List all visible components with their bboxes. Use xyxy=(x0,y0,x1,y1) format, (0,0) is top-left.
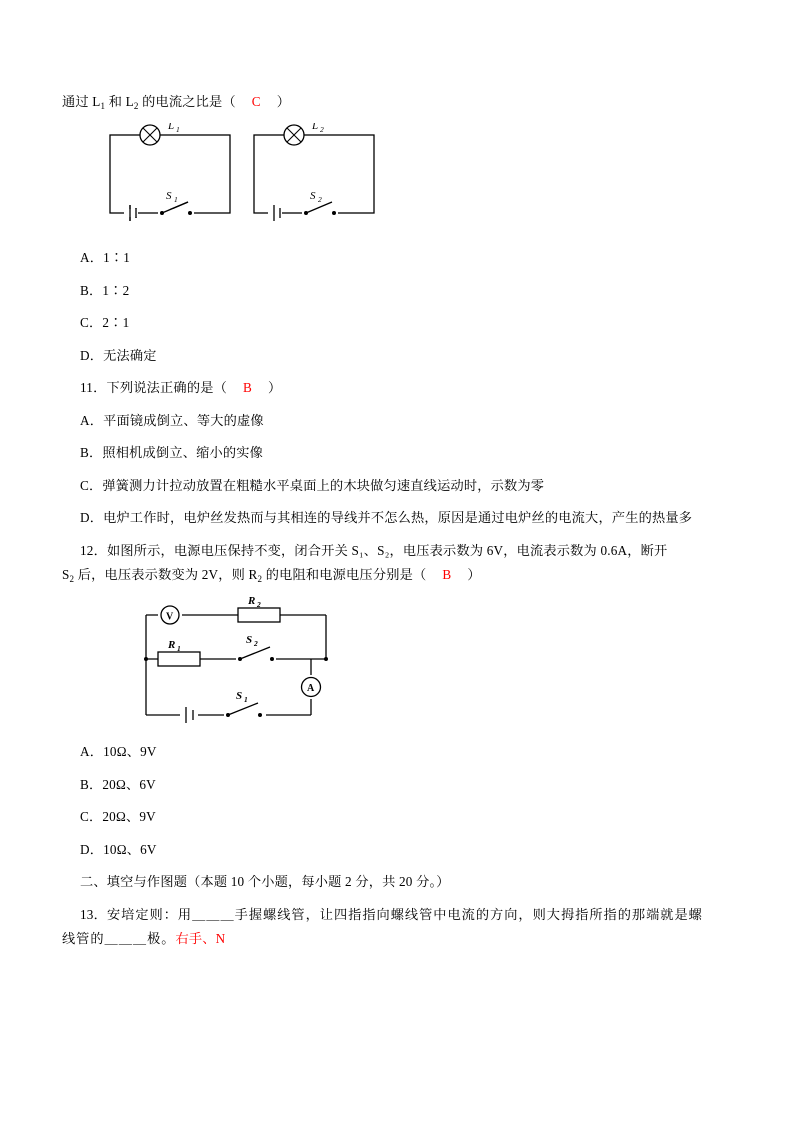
q10-option-b: B．1∶2 xyxy=(80,282,130,298)
svg-text:2: 2 xyxy=(318,195,322,205)
question-12-figure xyxy=(62,597,730,732)
svg-text:1: 1 xyxy=(174,195,178,205)
q10-stem-mid: 和 L xyxy=(105,94,134,109)
q11-stem-text: 下列说法正确的是（ xyxy=(106,380,227,396)
q12-circuit-diagram xyxy=(96,597,396,732)
q12-stem-2-mid: 后，电压表示数变为 2V，则 R xyxy=(74,566,258,582)
q11-option-b: B．照相机成倒立、缩小的实像 xyxy=(80,445,264,461)
q12-sub-r2: 2 xyxy=(257,573,263,584)
svg-text:2: 2 xyxy=(257,600,261,610)
q11-number: 11． xyxy=(80,380,107,396)
q10-option-d: D．无法确定 xyxy=(80,347,157,363)
svg-text:R: R xyxy=(248,597,256,608)
svg-text:1: 1 xyxy=(176,125,180,135)
svg-text:L: L xyxy=(312,123,319,133)
q10-circuit-diagram xyxy=(96,123,396,238)
q12-sub-s2: 2 xyxy=(69,573,75,584)
q11-option-c: C．弹簧测力计拉动放置在粗糙水平桌面上的木块做匀速直线运动时，示数为零 xyxy=(80,477,545,493)
q13-answer: 右手、N xyxy=(175,931,226,947)
question-12-stem-line-2 xyxy=(62,565,730,585)
q10-stem-pre: 通过 L xyxy=(62,94,101,109)
q11-option-d: D．电炉工作时，电炉丝发热而与其相连的导线并不怎么热，原因是通过电炉丝的电流大，产生的热量多 xyxy=(80,510,693,526)
q11-option-a: A．平面镜成倒立、等大的虚像 xyxy=(80,412,264,428)
question-11-stem xyxy=(62,378,730,398)
q12-option-a: A．10Ω、9V xyxy=(80,744,157,760)
svg-text:L: L xyxy=(168,123,175,133)
q10-stem-end: ） xyxy=(276,94,291,109)
q12-stem-1: 如图所示，电源电压保持不变，闭合开关 S₁、S₂，电压表示数为 6V，电流表示数为 0.6A，断开 xyxy=(106,542,668,558)
question-10-stem xyxy=(62,92,730,112)
q12-option-d: D．10Ω、6V xyxy=(80,841,157,857)
q10-option-c: C．2∶1 xyxy=(80,315,130,331)
q12-stem-2-end: ） xyxy=(467,566,481,582)
svg-text:S: S xyxy=(246,634,253,647)
svg-text:2: 2 xyxy=(320,125,324,135)
question-12-stem-line-1 xyxy=(62,541,730,561)
svg-text:S: S xyxy=(166,190,172,203)
svg-text:S: S xyxy=(310,190,316,203)
svg-text:1: 1 xyxy=(244,695,248,705)
svg-text:V: V xyxy=(166,611,174,623)
q10-option-a: A．1∶1 xyxy=(80,250,131,266)
q12-stem-2-pre: S xyxy=(62,566,70,582)
svg-text:A: A xyxy=(307,683,315,695)
question-13-line-2 xyxy=(62,929,730,949)
q10-sub-2: 2 xyxy=(133,101,139,111)
q12-stem-2-post: 的电阻和电源电压分别是（ xyxy=(262,566,427,582)
q11-answer: B xyxy=(243,380,252,396)
q12-number: 12． xyxy=(80,542,107,558)
section-2-heading: 二、填空与作图题（本题 10 个小题，每小题 2 分，共 20 分。） xyxy=(80,874,450,890)
page-content xyxy=(62,92,730,962)
svg-text:1: 1 xyxy=(177,644,181,654)
q12-answer: B xyxy=(442,566,452,582)
q13-number: 13． xyxy=(80,906,107,922)
svg-text:2: 2 xyxy=(254,639,258,649)
q10-sub-1: 1 xyxy=(100,101,106,111)
q11-stem-end: ） xyxy=(268,380,282,396)
svg-text:S: S xyxy=(236,690,243,703)
q10-stem-post: 的电流之比是（ xyxy=(138,94,236,109)
q12-option-b: B．20Ω、6V xyxy=(80,776,156,792)
q12-option-c: C．20Ω、9V xyxy=(80,809,156,825)
q13-stem-1: 安培定则：用＿＿＿手握螺线管，让四指指向螺线管中电流的方向，则大拇指所指的那端就是螺 xyxy=(106,906,703,922)
question-13-line-1 xyxy=(62,905,730,925)
svg-text:R: R xyxy=(168,639,176,652)
q13-stem-2: 线管的＿＿＿极。 xyxy=(62,931,176,947)
q10-answer: C xyxy=(251,94,261,109)
question-10-figure xyxy=(62,123,730,238)
